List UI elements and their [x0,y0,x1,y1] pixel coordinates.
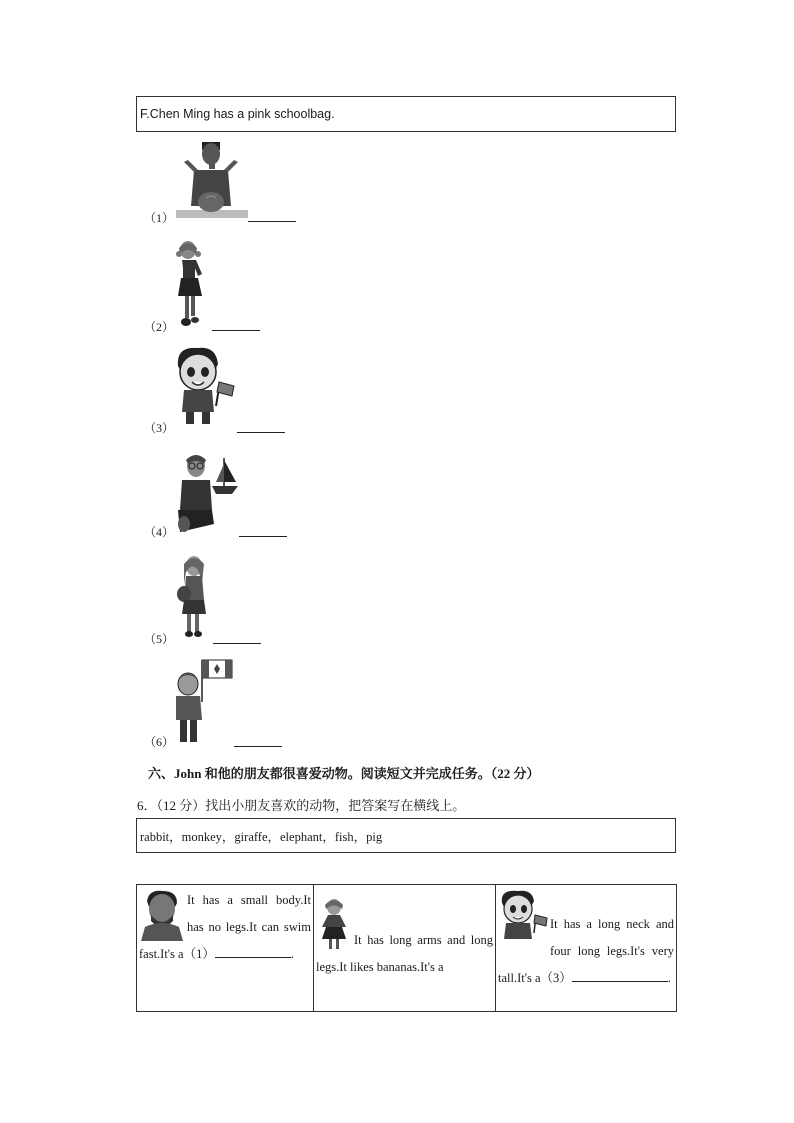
item-4-answer-blank[interactable] [239,536,287,537]
item-1-label: （1） [144,211,175,225]
item-2-label: （2） [144,320,175,334]
figure-boy-with-flag-small [498,889,548,943]
word-bank-text: rabbit，monkey，giraffe，elephant，fish，pig [140,829,383,844]
cell-2 [314,885,496,1012]
figure-boy-with-flag [172,346,236,428]
cell-3-text: It has a long neck and four long legs.It's very tall.It's a [498,917,674,985]
word-bank-box [136,818,676,853]
item-6-answer-blank[interactable] [234,746,282,747]
item-5-answer-blank[interactable] [213,643,261,644]
figure-man-portrait [139,889,185,941]
question-6-instruction: 6．（12 分）找出小朋友喜欢的动物，把答案写在横线上。 [137,798,466,813]
cell-3: It has a long neck and four long legs.It's very tall.It's a（3） . [496,885,677,1012]
cell-2-text: It has long arms and long legs.It likes bananas.It's a [316,933,493,974]
figure-boy-with-canada-flag [172,656,234,744]
cell-1-text: It has a small body.It has no legs.It can swim fast.It's a [139,893,311,961]
cell-3-answer-blank[interactable] [572,967,668,982]
figure-man-with-ball [176,140,248,220]
item-2-answer-blank[interactable] [212,330,260,331]
figure-man-with-boat [176,452,240,534]
cell-1: It has a small body.It has no legs.It can swim fast.It's a（1） . [137,885,314,1012]
cell-3-number: （3） [540,971,572,985]
figure-girl-with-bag [172,554,212,640]
cell-1-number: （1） [183,947,215,961]
figure-girl [172,240,212,328]
animal-description-table [136,884,677,1012]
statement-f-box [136,96,676,132]
section-6-heading: 六、John 和他的朋友都很喜爱动物。阅读短文并完成任务。（22 分） [148,766,540,781]
item-5-label: （5） [144,632,175,646]
figure-girl-small [316,897,352,953]
cell-1-answer-blank[interactable] [215,943,291,958]
statement-f-text: F.Chen Ming has a pink schoolbag. [140,107,335,121]
item-1-answer-blank[interactable] [248,221,296,222]
item-3-answer-blank[interactable] [237,432,285,433]
item-6-label: （6） [144,735,175,749]
item-4-label: （4） [144,525,175,539]
item-3-label: （3） [144,421,175,435]
